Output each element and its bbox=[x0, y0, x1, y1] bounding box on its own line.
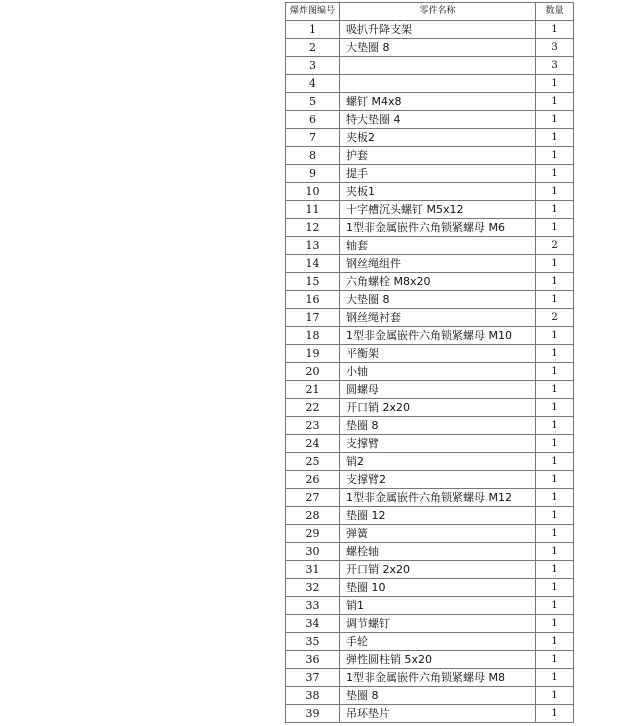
quantity-cell: 1 bbox=[536, 111, 574, 129]
part-name-cell: 大垫圈 8 bbox=[340, 39, 536, 57]
quantity-cell: 1 bbox=[536, 399, 574, 417]
quantity-cell: 1 bbox=[536, 93, 574, 111]
part-name-cell: 提手 bbox=[340, 165, 536, 183]
quantity-cell: 1 bbox=[536, 147, 574, 165]
table-row bbox=[286, 327, 574, 345]
row-number-cell: 22 bbox=[286, 399, 340, 417]
row-number-cell: 31 bbox=[286, 561, 340, 579]
part-name-cell: 1型非金属嵌件六角锁紧螺母 M8 bbox=[340, 669, 536, 687]
quantity-cell: 1 bbox=[536, 561, 574, 579]
quantity-cell: 1 bbox=[536, 327, 574, 345]
table-row bbox=[286, 291, 574, 309]
row-number-cell: 39 bbox=[286, 705, 340, 723]
quantity-cell: 1 bbox=[536, 705, 574, 723]
part-name-cell: 小轴 bbox=[340, 363, 536, 381]
table-row bbox=[286, 363, 574, 381]
row-number-cell: 29 bbox=[286, 525, 340, 543]
quantity-cell: 1 bbox=[536, 21, 574, 39]
table-row bbox=[286, 345, 574, 363]
quantity-cell: 1 bbox=[536, 219, 574, 237]
table-row bbox=[286, 129, 574, 147]
part-name-cell: 钢丝绳组件 bbox=[340, 255, 536, 273]
part-name-cell: 大垫圈 8 bbox=[340, 291, 536, 309]
row-number-cell: 5 bbox=[286, 93, 340, 111]
table-row bbox=[286, 597, 574, 615]
table-row bbox=[286, 453, 574, 471]
quantity-cell: 1 bbox=[536, 507, 574, 525]
table-row bbox=[286, 381, 574, 399]
row-number-cell: 3 bbox=[286, 57, 340, 75]
table-row bbox=[286, 165, 574, 183]
row-number-cell: 1 bbox=[286, 21, 340, 39]
row-number-cell: 4 bbox=[286, 75, 340, 93]
quantity-cell: 1 bbox=[536, 201, 574, 219]
part-name-cell: 夹板2 bbox=[340, 129, 536, 147]
table-row bbox=[286, 147, 574, 165]
row-number-cell: 26 bbox=[286, 471, 340, 489]
row-number-cell: 25 bbox=[286, 453, 340, 471]
part-name-cell: 销2 bbox=[340, 453, 536, 471]
part-name-cell: 平衡架 bbox=[340, 345, 536, 363]
quantity-cell: 2 bbox=[536, 237, 574, 255]
part-name-cell: 圆螺母 bbox=[340, 381, 536, 399]
quantity-cell: 1 bbox=[536, 489, 574, 507]
row-number-cell: 2 bbox=[286, 39, 340, 57]
row-number-cell: 38 bbox=[286, 687, 340, 705]
table-row bbox=[286, 57, 574, 75]
row-number-cell: 14 bbox=[286, 255, 340, 273]
table-row bbox=[286, 309, 574, 327]
header-quantity: 数量 bbox=[536, 3, 574, 21]
quantity-cell: 1 bbox=[536, 579, 574, 597]
part-name-cell: 支撑臂 bbox=[340, 435, 536, 453]
table-row bbox=[286, 183, 574, 201]
part-name-cell: 开口销 2x20 bbox=[340, 561, 536, 579]
part-name-cell: 调节螺钉 bbox=[340, 615, 536, 633]
row-number-cell: 33 bbox=[286, 597, 340, 615]
row-number-cell: 18 bbox=[286, 327, 340, 345]
row-number-cell: 27 bbox=[286, 489, 340, 507]
table-row bbox=[286, 399, 574, 417]
part-name-cell bbox=[340, 57, 536, 75]
part-name-cell: 螺钉 M4x8 bbox=[340, 93, 536, 111]
row-number-cell: 11 bbox=[286, 201, 340, 219]
row-number-cell: 32 bbox=[286, 579, 340, 597]
quantity-cell: 1 bbox=[536, 543, 574, 561]
table-row bbox=[286, 651, 574, 669]
quantity-cell: 1 bbox=[536, 633, 574, 651]
table-row bbox=[286, 273, 574, 291]
table-row bbox=[286, 93, 574, 111]
part-name-cell: 弹性圆柱销 5x20 bbox=[340, 651, 536, 669]
table-row bbox=[286, 435, 574, 453]
quantity-cell: 1 bbox=[536, 669, 574, 687]
part-name-cell: 夹板1 bbox=[340, 183, 536, 201]
quantity-cell: 1 bbox=[536, 273, 574, 291]
row-number-cell: 17 bbox=[286, 309, 340, 327]
quantity-cell: 1 bbox=[536, 651, 574, 669]
part-name-cell: 钢丝绳衬套 bbox=[340, 309, 536, 327]
row-number-cell: 23 bbox=[286, 417, 340, 435]
part-name-cell: 护套 bbox=[340, 147, 536, 165]
row-number-cell: 9 bbox=[286, 165, 340, 183]
quantity-cell: 1 bbox=[536, 165, 574, 183]
quantity-cell: 1 bbox=[536, 291, 574, 309]
table-row bbox=[286, 543, 574, 561]
table-row bbox=[286, 633, 574, 651]
part-name-cell: 开口销 2x20 bbox=[340, 399, 536, 417]
part-name-cell bbox=[340, 75, 536, 93]
quantity-cell: 1 bbox=[536, 525, 574, 543]
part-name-cell: 1型非金属嵌件六角锁紧螺母 M12 bbox=[340, 489, 536, 507]
quantity-cell: 3 bbox=[536, 39, 574, 57]
quantity-cell: 3 bbox=[536, 57, 574, 75]
table-row bbox=[286, 507, 574, 525]
part-name-cell: 销1 bbox=[340, 597, 536, 615]
table-row bbox=[286, 489, 574, 507]
table-row bbox=[286, 39, 574, 57]
row-number-cell: 36 bbox=[286, 651, 340, 669]
part-name-cell: 吊环垫片 bbox=[340, 705, 536, 723]
table-row bbox=[286, 111, 574, 129]
row-number-cell: 35 bbox=[286, 633, 340, 651]
row-number-cell: 16 bbox=[286, 291, 340, 309]
part-name-cell: 垫圈 12 bbox=[340, 507, 536, 525]
table-row bbox=[286, 525, 574, 543]
part-name-cell: 吸扒升降支架 bbox=[340, 21, 536, 39]
table-row bbox=[286, 417, 574, 435]
part-name-cell: 1型非金属嵌件六角锁紧螺母 M10 bbox=[340, 327, 536, 345]
row-number-cell: 6 bbox=[286, 111, 340, 129]
table-row bbox=[286, 705, 574, 723]
row-number-cell: 13 bbox=[286, 237, 340, 255]
table-row bbox=[286, 579, 574, 597]
quantity-cell: 1 bbox=[536, 345, 574, 363]
row-number-cell: 37 bbox=[286, 669, 340, 687]
row-number-cell: 8 bbox=[286, 147, 340, 165]
row-number-cell: 28 bbox=[286, 507, 340, 525]
part-name-cell: 六角螺栓 M8x20 bbox=[340, 273, 536, 291]
quantity-cell: 1 bbox=[536, 597, 574, 615]
part-name-cell: 支撑臂2 bbox=[340, 471, 536, 489]
row-number-cell: 20 bbox=[286, 363, 340, 381]
quantity-cell: 1 bbox=[536, 687, 574, 705]
table-row bbox=[286, 219, 574, 237]
table-row bbox=[286, 21, 574, 39]
part-name-cell: 垫圈 8 bbox=[340, 687, 536, 705]
part-name-cell: 螺栓轴 bbox=[340, 543, 536, 561]
table-row bbox=[286, 255, 574, 273]
part-name-cell: 手轮 bbox=[340, 633, 536, 651]
row-number-cell: 24 bbox=[286, 435, 340, 453]
part-name-cell: 垫圈 10 bbox=[340, 579, 536, 597]
row-number-cell: 10 bbox=[286, 183, 340, 201]
quantity-cell: 1 bbox=[536, 615, 574, 633]
quantity-cell: 1 bbox=[536, 129, 574, 147]
table-row bbox=[286, 669, 574, 687]
quantity-cell: 1 bbox=[536, 75, 574, 93]
table-row bbox=[286, 615, 574, 633]
table-row bbox=[286, 687, 574, 705]
part-name-cell: 垫圈 8 bbox=[340, 417, 536, 435]
quantity-cell: 1 bbox=[536, 381, 574, 399]
row-number-cell: 30 bbox=[286, 543, 340, 561]
table-row bbox=[286, 237, 574, 255]
parts-list-table bbox=[285, 2, 574, 723]
quantity-cell: 1 bbox=[536, 417, 574, 435]
table-row bbox=[286, 561, 574, 579]
quantity-cell: 1 bbox=[536, 471, 574, 489]
row-number-cell: 15 bbox=[286, 273, 340, 291]
quantity-cell: 1 bbox=[536, 435, 574, 453]
part-name-cell: 1型非金属嵌件六角锁紧螺母 M6 bbox=[340, 219, 536, 237]
quantity-cell: 1 bbox=[536, 363, 574, 381]
part-name-cell: 特大垫圈 4 bbox=[340, 111, 536, 129]
quantity-cell: 1 bbox=[536, 453, 574, 471]
part-name-cell: 轴套 bbox=[340, 237, 536, 255]
header-explosion-number: 爆炸图编号 bbox=[286, 3, 340, 21]
row-number-cell: 19 bbox=[286, 345, 340, 363]
quantity-cell: 1 bbox=[536, 255, 574, 273]
table-row bbox=[286, 471, 574, 489]
table-header-row bbox=[286, 3, 574, 21]
table-row bbox=[286, 201, 574, 219]
header-part-name: 零件名称 bbox=[340, 3, 536, 21]
row-number-cell: 21 bbox=[286, 381, 340, 399]
part-name-cell: 弹簧 bbox=[340, 525, 536, 543]
row-number-cell: 34 bbox=[286, 615, 340, 633]
row-number-cell: 12 bbox=[286, 219, 340, 237]
part-name-cell: 十字槽沉头螺钉 M5x12 bbox=[340, 201, 536, 219]
table-row bbox=[286, 75, 574, 93]
quantity-cell: 1 bbox=[536, 183, 574, 201]
quantity-cell: 2 bbox=[536, 309, 574, 327]
row-number-cell: 7 bbox=[286, 129, 340, 147]
